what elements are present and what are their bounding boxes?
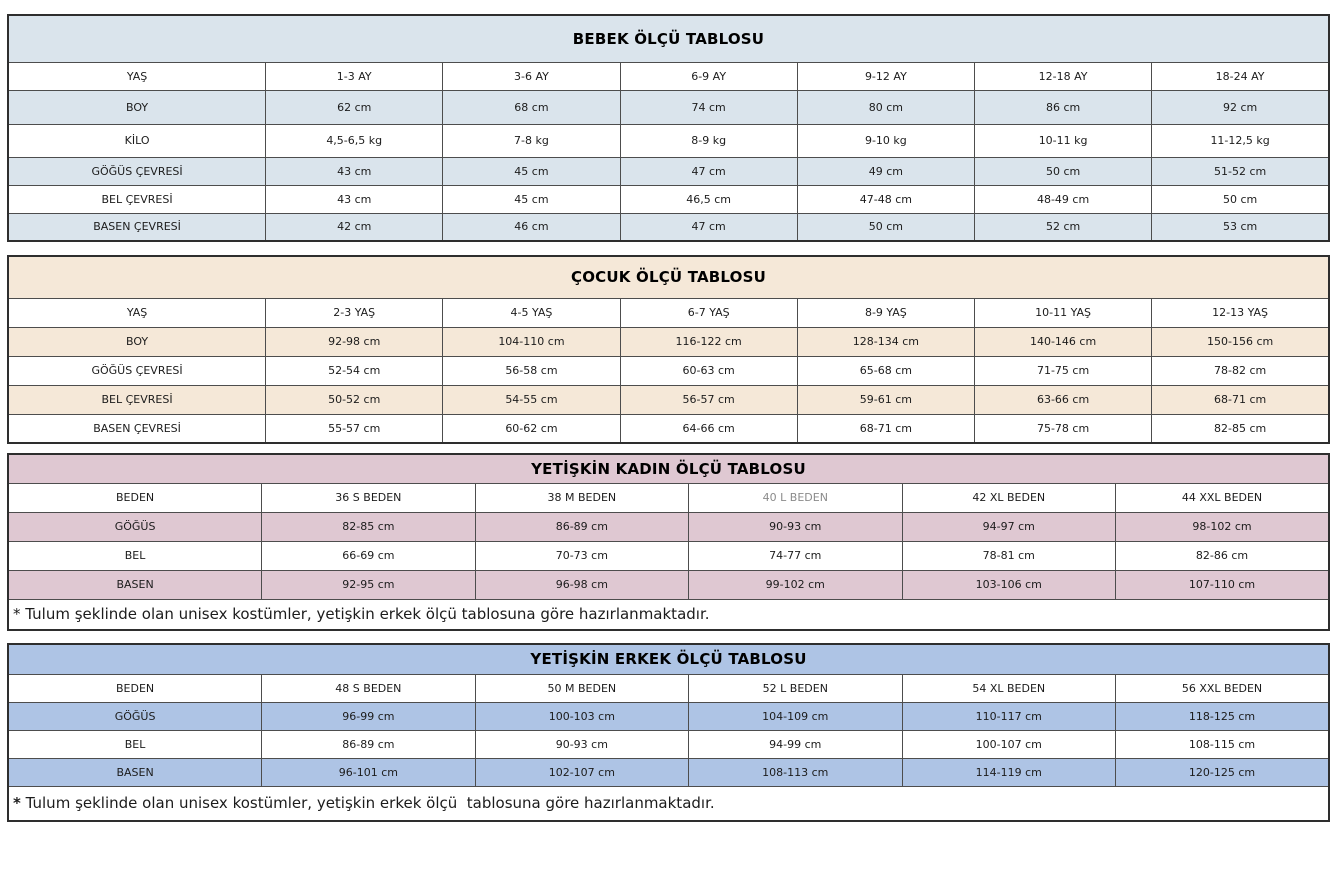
size-cell: 96-98 cm — [475, 570, 688, 599]
size-cell: 114-119 cm — [902, 759, 1115, 787]
size-cell: 10-11 YAŞ — [974, 298, 1151, 327]
size-cell: 50 cm — [797, 213, 974, 241]
size-cell: 92 cm — [1152, 90, 1329, 124]
size-cell: 108-113 cm — [689, 759, 902, 787]
size-cell: 36 S BEDEN — [262, 483, 475, 512]
size-cell: 18-24 AY — [1152, 62, 1329, 90]
size-cell: 63-66 cm — [974, 385, 1151, 414]
size-cell: 118-125 cm — [1116, 703, 1330, 731]
footnote-marker: * — [13, 604, 21, 623]
size-cell: 10-11 kg — [974, 124, 1151, 157]
size-cell: 110-117 cm — [902, 703, 1115, 731]
size-cell: 64-66 cm — [620, 414, 797, 443]
table-row — [8, 703, 1329, 731]
size-cell: 56-58 cm — [443, 356, 620, 385]
table-row — [8, 759, 1329, 787]
size-cell: 6-9 AY — [620, 62, 797, 90]
table-row — [8, 675, 1329, 703]
women-table-footnote — [8, 599, 1329, 630]
row-label: BEDEN — [8, 675, 262, 703]
size-cell: 94-97 cm — [902, 512, 1115, 541]
women-table-title: YETİŞKİN KADIN ÖLÇÜ TABLOSU — [8, 454, 1329, 483]
size-cell: 9-10 kg — [797, 124, 974, 157]
table-row — [8, 124, 1329, 157]
size-cell: 59-61 cm — [797, 385, 974, 414]
size-cell: 62 cm — [266, 90, 443, 124]
size-cell: 9-12 AY — [797, 62, 974, 90]
size-cell: 78-82 cm — [1152, 356, 1329, 385]
women-size-table — [7, 453, 1330, 631]
size-cell: 104-109 cm — [689, 703, 902, 731]
men-size-table — [7, 643, 1330, 823]
size-cell: 38 M BEDEN — [475, 483, 688, 512]
size-cell: 7-8 kg — [443, 124, 620, 157]
size-cell: 12-13 YAŞ — [1152, 298, 1329, 327]
size-cell: 70-73 cm — [475, 541, 688, 570]
child-size-table — [7, 255, 1330, 444]
size-cell: 75-78 cm — [974, 414, 1151, 443]
row-label: BASEN ÇEVRESİ — [8, 414, 266, 443]
size-cell: 52 L BEDEN — [689, 675, 902, 703]
row-label: BEL ÇEVRESİ — [8, 385, 266, 414]
size-cell: 3-6 AY — [443, 62, 620, 90]
table-row — [8, 483, 1329, 512]
size-cell: 78-81 cm — [902, 541, 1115, 570]
table-row — [8, 213, 1329, 241]
size-cell: 52 cm — [974, 213, 1151, 241]
size-cell: 56 XXL BEDEN — [1116, 675, 1330, 703]
size-cell: 71-75 cm — [974, 356, 1151, 385]
baby-size-table — [7, 14, 1330, 242]
row-label: BOY — [8, 90, 266, 124]
table-row — [8, 731, 1329, 759]
row-label: BEL — [8, 541, 262, 570]
row-label: BEL — [8, 731, 262, 759]
size-cell: 92-95 cm — [262, 570, 475, 599]
child-table-title: ÇOCUK ÖLÇÜ TABLOSU — [8, 256, 1329, 298]
size-cell: 52-54 cm — [266, 356, 443, 385]
table-row — [8, 356, 1329, 385]
size-cell: 46,5 cm — [620, 185, 797, 213]
size-cell: 46 cm — [443, 213, 620, 241]
size-cell: 116-122 cm — [620, 327, 797, 356]
table-row — [8, 298, 1329, 327]
size-cell: 6-7 YAŞ — [620, 298, 797, 327]
size-cell: 102-107 cm — [475, 759, 688, 787]
size-cell: 150-156 cm — [1152, 327, 1329, 356]
table-row — [8, 570, 1329, 599]
men-table-title: YETİŞKİN ERKEK ÖLÇÜ TABLOSU — [8, 644, 1329, 675]
row-label: YAŞ — [8, 62, 266, 90]
row-label: BASEN ÇEVRESİ — [8, 213, 266, 241]
table-row — [8, 512, 1329, 541]
size-cell: 108-115 cm — [1116, 731, 1330, 759]
row-label: KİLO — [8, 124, 266, 157]
size-cell: 120-125 cm — [1116, 759, 1330, 787]
size-cell: 47 cm — [620, 157, 797, 185]
size-cell: 53 cm — [1152, 213, 1329, 241]
size-cell: 82-86 cm — [1116, 541, 1330, 570]
size-cell: 66-69 cm — [262, 541, 475, 570]
size-cell: 8-9 kg — [620, 124, 797, 157]
size-cell: 90-93 cm — [689, 512, 902, 541]
size-cell: 96-99 cm — [262, 703, 475, 731]
footnote-marker: * — [13, 794, 21, 812]
table-row — [8, 185, 1329, 213]
size-cell: 92-98 cm — [266, 327, 443, 356]
size-cell: 42 cm — [266, 213, 443, 241]
size-cell: 50-52 cm — [266, 385, 443, 414]
men-table-footnote — [8, 787, 1329, 822]
size-cell: 68-71 cm — [797, 414, 974, 443]
size-cell: 80 cm — [797, 90, 974, 124]
size-cell: 82-85 cm — [262, 512, 475, 541]
size-cell: 8-9 YAŞ — [797, 298, 974, 327]
size-cell: 45 cm — [443, 157, 620, 185]
table-title-row — [8, 256, 1329, 298]
baby-table-title: BEBEK ÖLÇÜ TABLOSU — [8, 15, 1329, 62]
size-cell: 60-62 cm — [443, 414, 620, 443]
size-cell: 96-101 cm — [262, 759, 475, 787]
size-cell: 104-110 cm — [443, 327, 620, 356]
footnote-row — [8, 787, 1329, 822]
size-cell: 50 cm — [974, 157, 1151, 185]
size-cell: 107-110 cm — [1116, 570, 1330, 599]
row-label: YAŞ — [8, 298, 266, 327]
size-cell: 86-89 cm — [475, 512, 688, 541]
size-cell: 12-18 AY — [974, 62, 1151, 90]
size-cell: 54 XL BEDEN — [902, 675, 1115, 703]
size-cell: 65-68 cm — [797, 356, 974, 385]
table-title-row — [8, 454, 1329, 483]
table-row — [8, 157, 1329, 185]
size-cell: 94-99 cm — [689, 731, 902, 759]
row-label: BOY — [8, 327, 266, 356]
size-cell: 49 cm — [797, 157, 974, 185]
size-cell: 68 cm — [443, 90, 620, 124]
size-cell: 48 S BEDEN — [262, 675, 475, 703]
table-row — [8, 541, 1329, 570]
size-cell: 51-52 cm — [1152, 157, 1329, 185]
table-row — [8, 385, 1329, 414]
table-title-row — [8, 644, 1329, 675]
size-cell: 50 cm — [1152, 185, 1329, 213]
size-cell: 2-3 YAŞ — [266, 298, 443, 327]
size-cell: 74 cm — [620, 90, 797, 124]
row-label: GÖĞÜS ÇEVRESİ — [8, 356, 266, 385]
row-label: BEL ÇEVRESİ — [8, 185, 266, 213]
size-cell: 90-93 cm — [475, 731, 688, 759]
size-cell: 86 cm — [974, 90, 1151, 124]
size-cell: 40 L BEDEN — [689, 483, 902, 512]
footnote-text: Tulum şeklinde olan unisex kostümler, yetişkin erkek ölçü tablosuna göre hazırlanmaktadır. — [20, 794, 715, 812]
row-label: GÖĞÜS — [8, 512, 262, 541]
size-cell: 140-146 cm — [974, 327, 1151, 356]
row-label: GÖĞÜS — [8, 703, 262, 731]
size-cell: 50 M BEDEN — [475, 675, 688, 703]
size-cell: 60-63 cm — [620, 356, 797, 385]
size-cell: 54-55 cm — [443, 385, 620, 414]
size-cell: 98-102 cm — [1116, 512, 1330, 541]
size-cell: 55-57 cm — [266, 414, 443, 443]
size-cell: 56-57 cm — [620, 385, 797, 414]
size-cell: 43 cm — [266, 185, 443, 213]
table-title-row — [8, 15, 1329, 62]
size-cell: 44 XXL BEDEN — [1116, 483, 1330, 512]
table-row — [8, 62, 1329, 90]
size-cell: 45 cm — [443, 185, 620, 213]
size-cell: 47 cm — [620, 213, 797, 241]
table-row — [8, 327, 1329, 356]
row-label: BASEN — [8, 570, 262, 599]
size-cell: 100-103 cm — [475, 703, 688, 731]
size-cell: 43 cm — [266, 157, 443, 185]
size-cell: 42 XL BEDEN — [902, 483, 1115, 512]
row-label: BEDEN — [8, 483, 262, 512]
size-cell: 4-5 YAŞ — [443, 298, 620, 327]
table-row — [8, 414, 1329, 443]
size-cell: 82-85 cm — [1152, 414, 1329, 443]
size-cell: 99-102 cm — [689, 570, 902, 599]
size-cell: 4,5-6,5 kg — [266, 124, 443, 157]
size-cell: 47-48 cm — [797, 185, 974, 213]
footnote-row — [8, 599, 1329, 630]
footnote-text: Tulum şeklinde olan unisex kostümler, yetişkin erkek ölçü tablosuna göre hazırlanmaktadır. — [20, 604, 710, 623]
size-cell: 128-134 cm — [797, 327, 974, 356]
row-label: GÖĞÜS ÇEVRESİ — [8, 157, 266, 185]
size-cell: 86-89 cm — [262, 731, 475, 759]
size-cell: 68-71 cm — [1152, 385, 1329, 414]
size-cell: 100-107 cm — [902, 731, 1115, 759]
size-cell: 1-3 AY — [266, 62, 443, 90]
size-cell: 74-77 cm — [689, 541, 902, 570]
row-label: BASEN — [8, 759, 262, 787]
size-cell: 48-49 cm — [974, 185, 1151, 213]
size-cell: 11-12,5 kg — [1152, 124, 1329, 157]
size-cell: 103-106 cm — [902, 570, 1115, 599]
table-row — [8, 90, 1329, 124]
